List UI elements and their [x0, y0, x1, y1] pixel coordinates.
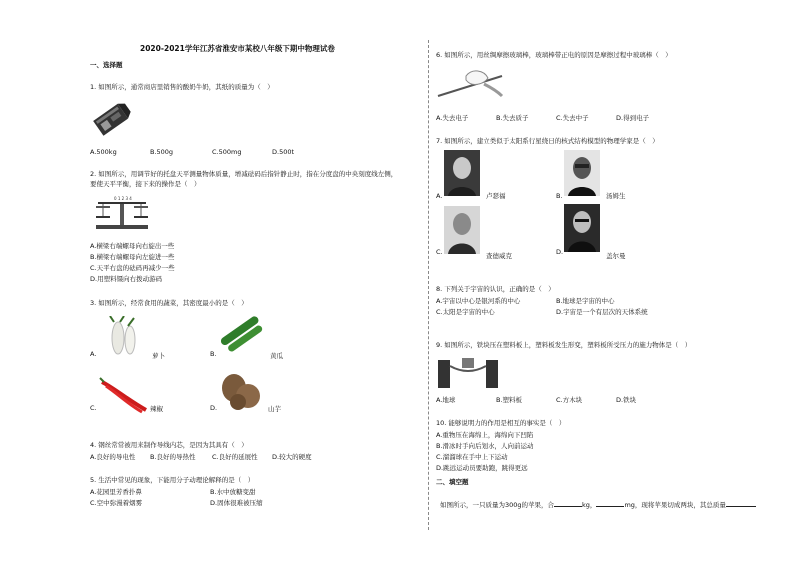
- q7-option-a-name: 卢瑟福: [486, 192, 506, 200]
- question-7-stem: 7. 如图所示，建立类似于太阳系行星绕日的核式结构模型的物理学家是（ ）: [436, 137, 659, 145]
- q7-option-b-name: 汤姆生: [606, 192, 626, 200]
- q2-option-c: C.天平右盘的砝码再减少一些: [90, 264, 175, 272]
- question-2-stem-line2: 要使天平平衡，接下来的操作是（ ）: [90, 180, 201, 188]
- fill-unit-2: mg，现将苹果切成两块，其总质量: [624, 501, 726, 509]
- q3-option-c-letter: C.: [90, 404, 97, 412]
- fill-blank-3[interactable]: [726, 500, 756, 507]
- chadwick-portrait: [444, 206, 480, 254]
- q4-option-c: C.良好的延展性: [212, 453, 258, 461]
- q5-option-c: C.空中弥漫着烟雾: [90, 499, 143, 507]
- q6-option-c: C.失去中子: [556, 114, 589, 122]
- q7-option-b-letter: B.: [556, 192, 563, 200]
- q1-option-d: D.500t: [272, 148, 295, 156]
- silk-rubbing-rod-image: [436, 66, 504, 102]
- fill-question-stem: 如图所示，一只质量为300g的苹果，合: [440, 501, 555, 509]
- q3-option-a-name: 萝卜: [152, 352, 165, 360]
- q7-option-d-name: 盖尔曼: [606, 252, 626, 260]
- rutherford-portrait: [444, 150, 480, 196]
- q2-option-b: B.横梁右端螺母向左旋进一些: [90, 253, 175, 261]
- q9-option-d: D.铁块: [616, 396, 637, 404]
- iron-block-plastic-board-image: [438, 354, 498, 390]
- fill-question-line: [440, 500, 756, 509]
- q3-option-a-letter: A.: [90, 350, 97, 358]
- chili-pepper-image: [98, 374, 148, 414]
- q3-option-b-name: 黄瓜: [270, 352, 283, 360]
- q5-option-a: A.花园里芳香扑鼻: [90, 488, 142, 496]
- milk-carton-image: [90, 100, 134, 140]
- column-divider: [428, 40, 429, 530]
- q9-option-b: B.塑料板: [496, 396, 523, 404]
- page-title: 2020-2021学年江苏省淮安市某校八年级下期中物理试卷: [140, 44, 335, 53]
- question-2-stem-line1: 2. 如图所示，用调节好的托盘天平测量物体质量，增减砝码后指针静止时，指在分度盘的中央刻度线左侧，: [90, 170, 398, 178]
- svg-text:0 1 2 3 4: 0 1 2 3 4: [114, 196, 132, 201]
- q10-option-d: D.跳远运动员要助跑，跳得更远: [436, 464, 528, 472]
- q6-option-b: B.失去质子: [496, 114, 529, 122]
- q3-option-c-name: 辣椒: [150, 405, 163, 413]
- fill-blank-2[interactable]: [596, 500, 624, 507]
- q7-option-c-name: 查德威克: [486, 252, 512, 260]
- q8-option-b: B.地球是宇宙的中心: [556, 297, 615, 305]
- q5-option-b: B.水中放糖变甜: [210, 488, 256, 496]
- q2-option-d: D.用塑料镊向右拨动游码: [90, 275, 163, 283]
- thomson-portrait: [564, 150, 600, 196]
- section-heading-fill: 二、填空题: [436, 478, 469, 486]
- q3-option-b-letter: B.: [210, 350, 217, 358]
- q7-option-d-letter: D.: [556, 248, 564, 256]
- q4-option-d: D.较大的硬度: [272, 453, 312, 461]
- radish-image: [100, 316, 148, 356]
- q4-option-b: B.良好的导热性: [150, 453, 196, 461]
- q6-option-d: D.得到电子: [616, 114, 650, 122]
- q6-option-a: A.失去电子: [436, 114, 469, 122]
- question-4-stem: 4. 钢丝常常被用来制作导线内芯，是因为其具有（ ）: [90, 441, 248, 449]
- q7-option-a-letter: A.: [436, 192, 443, 200]
- question-9-stem: 9. 如图所示，铁块压在塑料板上，塑料板发生形变，塑料板所受压力的施力物体是（ ）: [436, 341, 692, 349]
- question-5-stem: 5. 生活中常见的现象，下能用分子动理论解释的是（ ）: [90, 476, 255, 484]
- question-3-stem: 3. 如图所示，经常食用的蔬菜，其密度最小的是（ ）: [90, 299, 248, 307]
- fill-unit-1: kg，: [582, 501, 597, 509]
- q9-option-a: A.地球: [436, 396, 456, 404]
- q3-option-d-name: 山芋: [268, 405, 281, 413]
- q10-option-b: B.滑冰时手向后划水，人向前运动: [436, 442, 534, 450]
- q8-option-d: D.宇宙是一个有层次的天体系统: [556, 308, 648, 316]
- q10-option-c: C.溜溜球在手中上下运动: [436, 453, 508, 461]
- right-column: [430, 0, 794, 562]
- q4-option-a: A.良好的导电性: [90, 453, 136, 461]
- q3-option-d-letter: D.: [210, 404, 218, 412]
- q9-option-c: C.方木块: [556, 396, 583, 404]
- section-heading-choice: 一、选择题: [90, 61, 123, 69]
- question-1-stem: 1. 如图所示，通常商店里销售的酸奶牛奶，其纸的质量为（ ）: [90, 83, 274, 91]
- fill-blank-1[interactable]: [554, 500, 582, 507]
- question-6-stem: 6. 如图所示，用丝绸摩擦玻璃棒，玻璃棒带正电的原因是摩擦过程中玻璃棒（ ）: [436, 51, 672, 59]
- cucumber-image: [218, 314, 266, 354]
- q1-option-b: B.500g: [150, 148, 174, 156]
- question-10-stem: 10. 能够说明力的作用是相互的事实是（ ）: [436, 419, 566, 427]
- q5-option-d: D.固体很难被压缩: [210, 499, 263, 507]
- q8-option-c: C.太阳是宇宙的中心: [436, 308, 495, 316]
- gell-mann-portrait: [564, 204, 600, 252]
- q8-option-a: A.宇宙以中心是银河系的中心: [436, 297, 521, 305]
- q2-option-a: A.横梁右端螺母向右旋出一些: [90, 242, 175, 250]
- balance-scale-image: [92, 194, 152, 230]
- taro-image: [218, 370, 262, 412]
- q1-option-a: A.500kg: [90, 148, 117, 156]
- q10-option-a: A.重物压在海绵上，海绵向下凹陷: [436, 431, 534, 439]
- q1-option-c: C.500mg: [212, 148, 242, 156]
- q7-option-c-letter: C.: [436, 248, 443, 256]
- question-8-stem: 8. 下列关于宇宙的认识，正确的是（ ）: [436, 285, 555, 293]
